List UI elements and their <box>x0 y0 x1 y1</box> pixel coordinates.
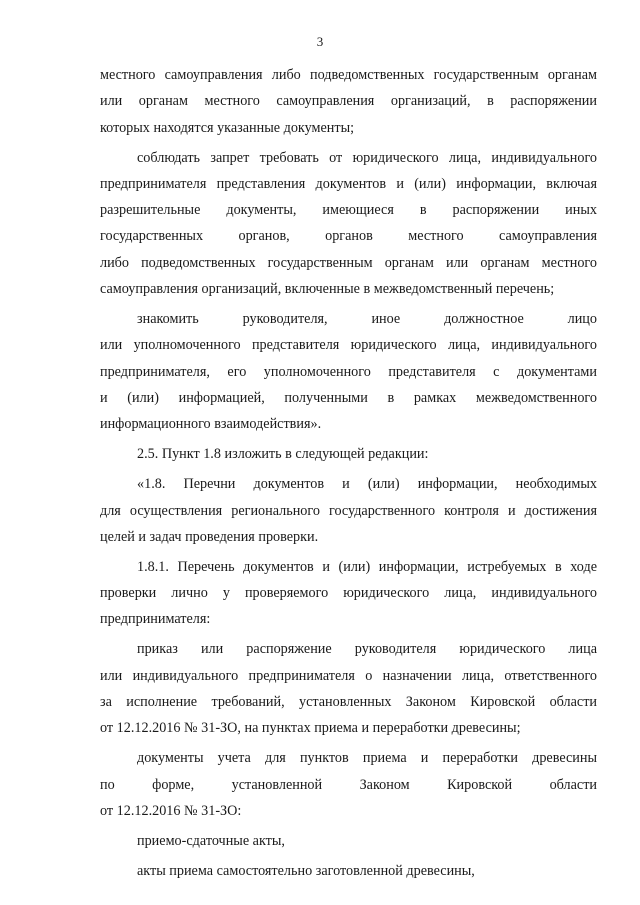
text-line: проверки лично у проверяемого юридического лица, индивидуального <box>100 585 597 602</box>
text-line: предпринимателя, его уполномоченного представителя с документами <box>100 363 597 380</box>
text-line: и (или) информацией, полученными в рамках межведомственного <box>100 389 597 406</box>
text-line: местного самоуправления либо подведомственных государственным органам <box>100 67 597 83</box>
text-line: либо подведомственных государственным органам или органам местного <box>100 254 597 271</box>
text-line: «1.8. Перечни документов и (или) информации, необходимых <box>137 476 597 493</box>
text-line: разрешительные документы, имеющиеся в распоряжении иных <box>100 202 597 219</box>
text-line: от 12.12.2016 № 31-ЗО, на пунктах приема и переработки древесины; <box>100 720 521 737</box>
text-line: документы учета для пунктов приема и переработки древесины <box>137 750 597 767</box>
text-line: самоуправления организаций, включенные в межведомственный перечень; <box>100 281 555 298</box>
text-line: или индивидуального предпринимателя о назначении лица, ответственного <box>100 667 597 684</box>
paragraph <box>100 745 597 824</box>
text-line: от 12.12.2016 № 31-ЗО: <box>100 802 242 819</box>
text-line: акты приема самостоятельно заготовленной древесины, <box>137 862 475 879</box>
text-line: целей и задач проведения проверки. <box>100 528 319 545</box>
paragraph <box>100 636 597 741</box>
paragraph <box>100 554 597 633</box>
text-line: по форме, установленной Законом Кировской области <box>100 776 597 793</box>
paragraph <box>100 306 597 437</box>
paragraph <box>100 828 597 854</box>
document-body <box>100 62 597 888</box>
text-line: приемо-сдаточные акты, <box>137 832 285 849</box>
text-line: которых находятся указанные документы; <box>100 119 355 136</box>
paragraph <box>100 858 597 884</box>
paragraph <box>100 145 597 303</box>
paragraph <box>100 441 597 467</box>
text-line: или уполномоченного представителя юридического лица, индивидуального <box>100 337 597 354</box>
text-line: государственных органов, органов местного самоуправления <box>100 228 597 245</box>
text-line: 2.5. Пункт 1.8 изложить в следующей редакции: <box>137 446 429 463</box>
text-line: приказ или распоряжение руководителя юридического лица <box>137 641 597 658</box>
paragraph <box>100 62 597 141</box>
text-line: информационного взаимодействия». <box>100 416 322 433</box>
text-line: за исполнение требований, установленных Законом Кировской области <box>100 693 597 710</box>
text-line: соблюдать запрет требовать от юридического лица, индивидуального <box>137 149 597 166</box>
page-number: 3 <box>316 34 324 49</box>
paragraph <box>100 471 597 550</box>
text-line: для осуществления регионального государственного контроля и достижения <box>100 502 597 519</box>
text-line: знакомить руководителя, иное должностное лицо <box>137 311 597 328</box>
text-line: или органам местного самоуправления организаций, в распоряжении <box>100 93 597 110</box>
text-line: 1.8.1. Перечень документов и (или) информации, истребуемых в ходе <box>137 558 597 575</box>
text-line: предпринимателя представления документов и (или) информации, включая <box>100 175 597 192</box>
text-line: предпринимателя: <box>100 611 211 628</box>
